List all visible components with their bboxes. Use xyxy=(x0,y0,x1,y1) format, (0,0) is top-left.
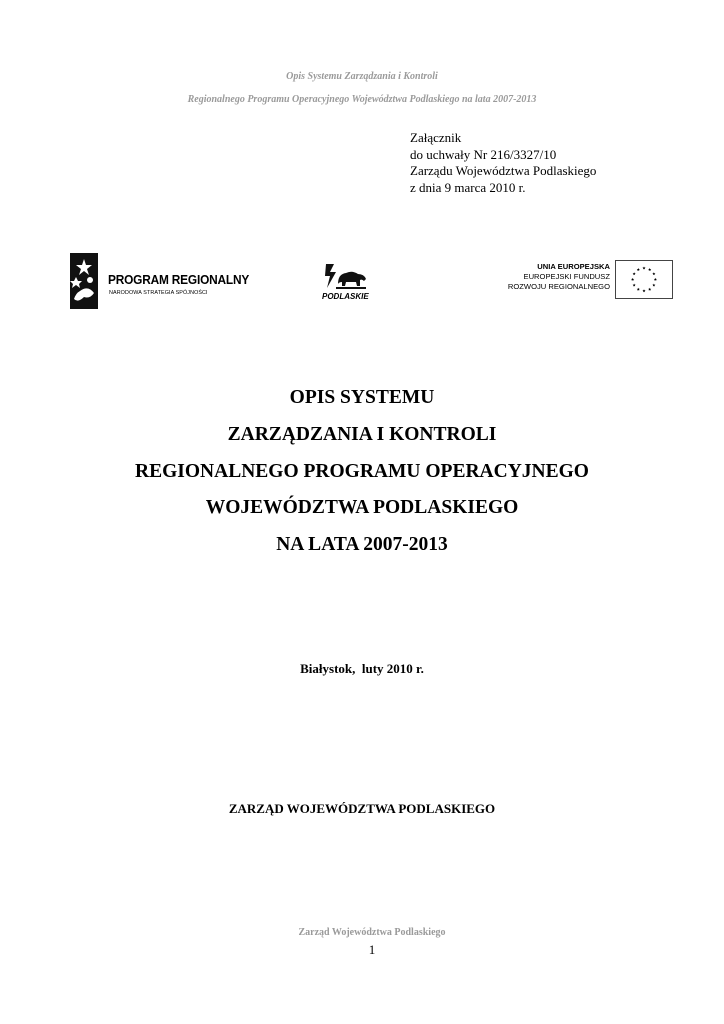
place-and-date: Białystok, luty 2010 r. xyxy=(300,661,424,676)
annex-block xyxy=(410,130,596,196)
issuing-board: ZARZĄD WOJEWÓDZTWA PODLASKIEGO xyxy=(228,801,496,816)
program-regionalny-logo xyxy=(70,253,250,311)
eu-development-label: ROZWOJU REGIONALNEGO xyxy=(507,282,610,291)
bison-icon xyxy=(324,262,368,290)
eu-star-icon xyxy=(652,272,655,275)
eu-star-icon xyxy=(633,272,636,275)
title-line-3: REGIONALNEGO PROGRAMU OPERACYJNEGO xyxy=(135,460,589,482)
eu-star-icon xyxy=(637,288,640,291)
program-regionalny-flag-icon xyxy=(70,253,98,309)
program-regionalny-subtitle: NARODOWA STRATEGIA SPÓJNOŚCI xyxy=(109,290,208,296)
annex-date: z dnia 9 marca 2010 r. xyxy=(410,179,526,195)
eu-stars xyxy=(631,267,657,293)
eu-star-icon xyxy=(648,288,651,291)
eu-star-icon xyxy=(648,268,651,271)
eu-text-block xyxy=(470,262,610,292)
program-regionalny-title: PROGRAM REGIONALNY xyxy=(108,273,250,287)
eu-star-icon xyxy=(642,267,645,270)
eu-star-icon xyxy=(654,278,657,281)
page-number: 1 xyxy=(368,942,376,957)
title-line-5: NA LATA 2007-2013 xyxy=(276,534,448,556)
annex-board: Zarządu Województwa Podlaskiego xyxy=(410,163,597,178)
annex-label: Załącznik xyxy=(410,130,462,145)
title-line-4: WOJEWÓDZTWA PODLASKIEGO xyxy=(205,497,519,519)
running-header-line-1: Opis Systemu Zarządzania i Kontroli xyxy=(286,71,438,82)
eu-fund-label: EUROPEJSKI FUNDUSZ xyxy=(523,272,610,281)
eu-union-label: UNIA EUROPEJSKA xyxy=(537,262,610,271)
footer-text: Zarząd Województwa Podlaskiego xyxy=(298,927,446,938)
title-line-1: OPIS SYSTEMU xyxy=(289,387,435,408)
eu-star-icon xyxy=(652,284,655,287)
eu-star-icon xyxy=(633,284,636,287)
eu-star-icon xyxy=(642,289,645,292)
podlaskie-label: PODLASKIE xyxy=(322,292,369,301)
eu-star-icon xyxy=(631,278,634,281)
eu-flag-icon xyxy=(615,260,673,299)
podlaskie-logo xyxy=(318,262,372,308)
annex-resolution: do uchwały Nr 216/3327/10 xyxy=(410,146,557,162)
title-line-2: ZARZĄDZANIA I KONTROLI xyxy=(227,423,497,445)
eu-star-icon xyxy=(637,268,640,271)
running-header-line-2: Regionalnego Programu Operacyjnego Województwa Podlaskiego na lata 2007-2013 xyxy=(187,94,537,105)
document-title xyxy=(0,380,724,564)
